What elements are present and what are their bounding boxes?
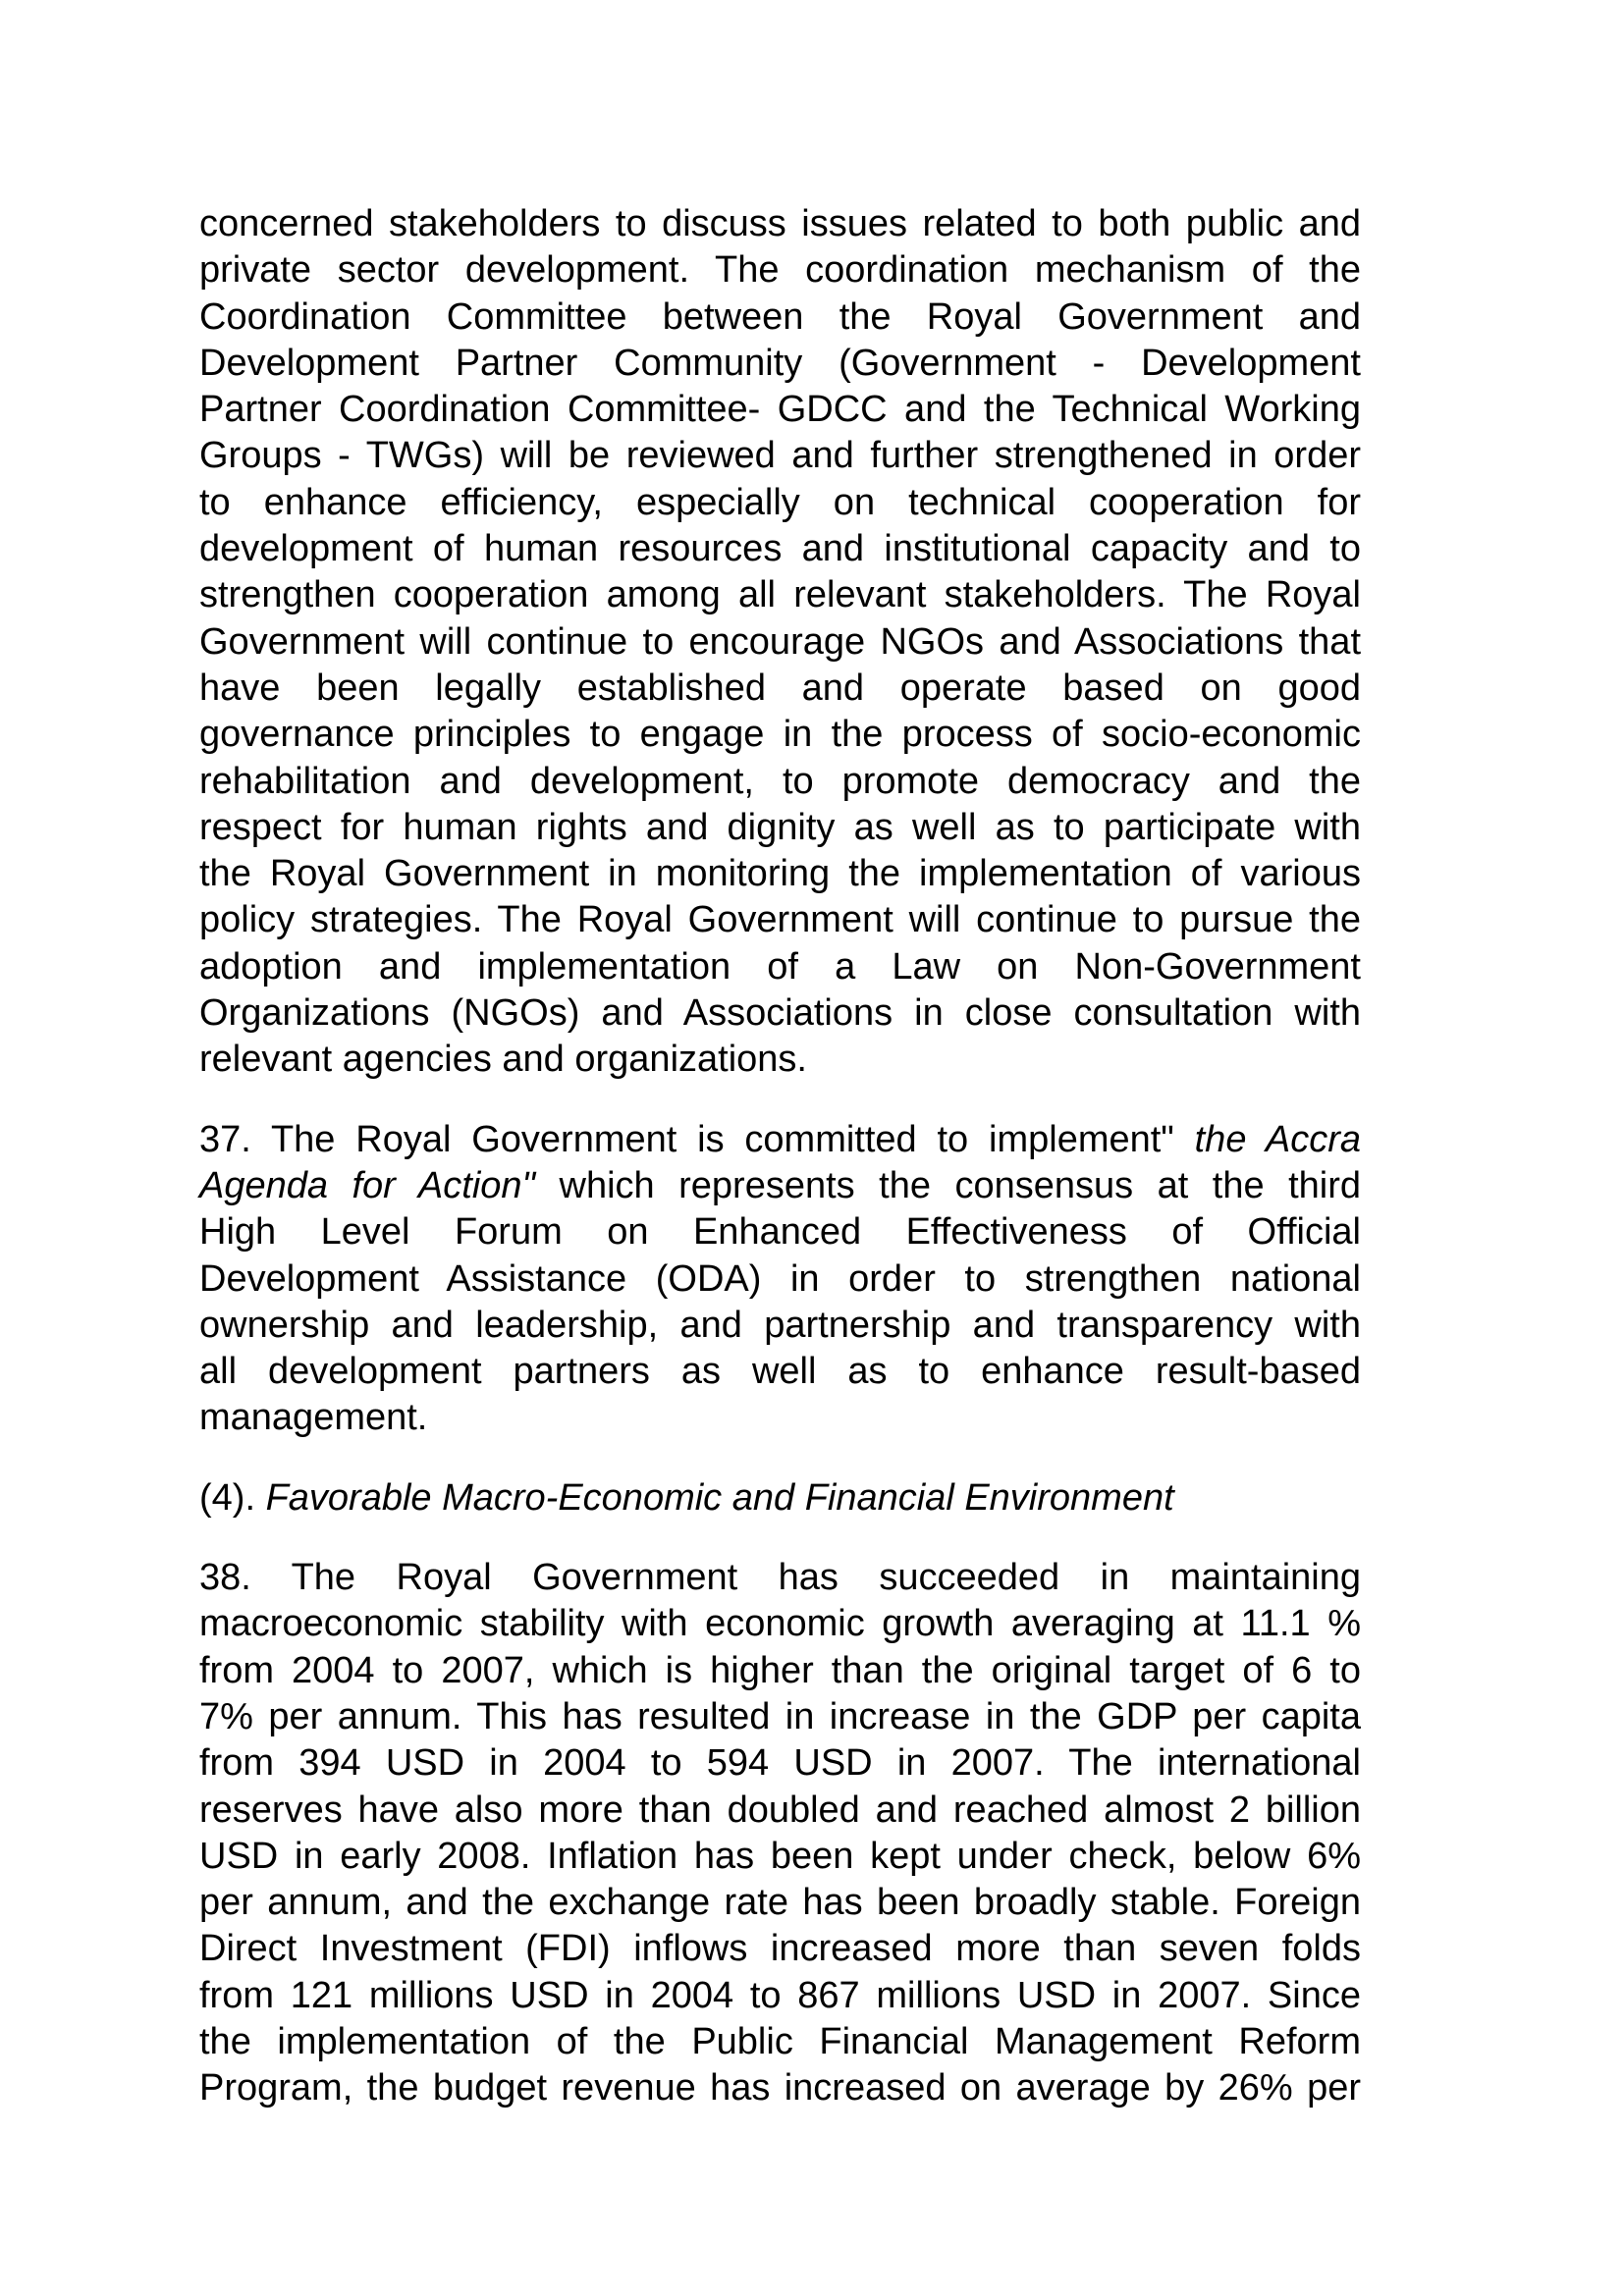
text-line: all development partners as well as to enhance result-based bbox=[199, 1351, 1361, 1393]
text-line: ownership and leadership, and partnership and transparency with bbox=[199, 1304, 1361, 1346]
text-line: Coordination Committee between the Royal Government and bbox=[199, 295, 1361, 338]
text-line: strengthen cooperation among all relevant stakeholders. The Royal bbox=[199, 574, 1361, 616]
text-line: Direct Investment (FDI) inflows increased more than seven folds bbox=[199, 1928, 1361, 1970]
text-line: 7% per annum. This has resulted in increase in the GDP per capita bbox=[199, 1695, 1361, 1737]
text-line: the Royal Government in monitoring the implementation of various bbox=[199, 853, 1361, 895]
text-line: Program, the budget revenue has increased on average by 26% per bbox=[199, 2067, 1361, 2109]
text-line: Groups - TWGs) will be reviewed and further strengthened in order bbox=[199, 435, 1361, 477]
text-line: policy strategies. The Royal Government will continue to pursue the bbox=[199, 899, 1361, 941]
text-line: the implementation of the Public Financial Management Reform bbox=[199, 2020, 1361, 2062]
text-line: macroeconomic stability with economic growth averaging at 11.1 % bbox=[199, 1603, 1361, 1645]
paragraph-37 bbox=[199, 1117, 1361, 1442]
italic-title-segment: Agenda for Action" bbox=[199, 1164, 536, 1206]
text-line: Development Partner Community (Government - Development bbox=[199, 342, 1361, 384]
text-line: to enhance efficiency, especially on technical cooperation for bbox=[199, 481, 1361, 523]
text-line: per annum, and the exchange rate has been broadly stable. Foreign bbox=[199, 1882, 1361, 1924]
text-line bbox=[199, 1117, 1361, 1163]
text-line: concerned stakeholders to discuss issues related to both public and bbox=[199, 203, 1361, 244]
text-line: Partner Coordination Committee- GDCC and the Technical Working bbox=[199, 389, 1361, 431]
italic-title-segment: the Accra bbox=[1194, 1118, 1361, 1160]
section-heading bbox=[199, 1475, 1361, 1522]
page-body bbox=[199, 201, 1361, 2146]
text-line: High Level Forum on Enhanced Effectiveness of Official bbox=[199, 1211, 1361, 1254]
text-line: Organizations (NGOs) and Associations in close consultation with bbox=[199, 992, 1361, 1035]
text-line: USD in early 2008. Inflation has been kept under check, below 6% bbox=[199, 1835, 1361, 1877]
text-line: from 121 millions USD in 2004 to 867 millions USD in 2007. Since bbox=[199, 1974, 1361, 2016]
text-line bbox=[199, 1163, 1361, 1209]
section-number: (4). bbox=[199, 1476, 266, 1519]
heading-line bbox=[199, 1475, 1361, 1522]
text-line: management. bbox=[199, 1397, 428, 1439]
text-segment: 37. The Royal Government is committed to implement" bbox=[199, 1118, 1195, 1160]
text-line: from 2004 to 2007, which is higher than the original target of 6 to bbox=[199, 1649, 1361, 1691]
text-line: relevant agencies and organizations. bbox=[199, 1039, 807, 1081]
text-line: adoption and implementation of a Law on Non-Government bbox=[199, 945, 1361, 988]
continued-paragraph bbox=[199, 201, 1361, 1084]
section-title: Favorable Macro-Economic and Financial Environment bbox=[265, 1476, 1174, 1519]
text-line: reserves have also more than doubled and reached almost 2 billion bbox=[199, 1789, 1361, 1831]
text-line: development of human resources and institutional capacity and to bbox=[199, 528, 1361, 570]
text-line: private sector development. The coordination mechanism of the bbox=[199, 249, 1361, 292]
text-line: governance principles to engage in the process of socio-economic bbox=[199, 714, 1361, 756]
text-segment: which represents the consensus at the third bbox=[535, 1164, 1361, 1206]
text-line: Development Assistance (ODA) in order to strengthen national bbox=[199, 1257, 1361, 1300]
text-line: have been legally established and operate based on good bbox=[199, 667, 1361, 709]
text-line: Government will continue to encourage NGOs and Associations that bbox=[199, 620, 1361, 663]
paragraph-38 bbox=[199, 1555, 1361, 2112]
text-line: rehabilitation and development, to promote democracy and the bbox=[199, 760, 1361, 802]
text-line: from 394 USD in 2004 to 594 USD in 2007. The international bbox=[199, 1742, 1361, 1785]
text-line: 38. The Royal Government has succeeded in maintaining bbox=[199, 1557, 1361, 1599]
text-line: respect for human rights and dignity as well as to participate with bbox=[199, 806, 1361, 848]
